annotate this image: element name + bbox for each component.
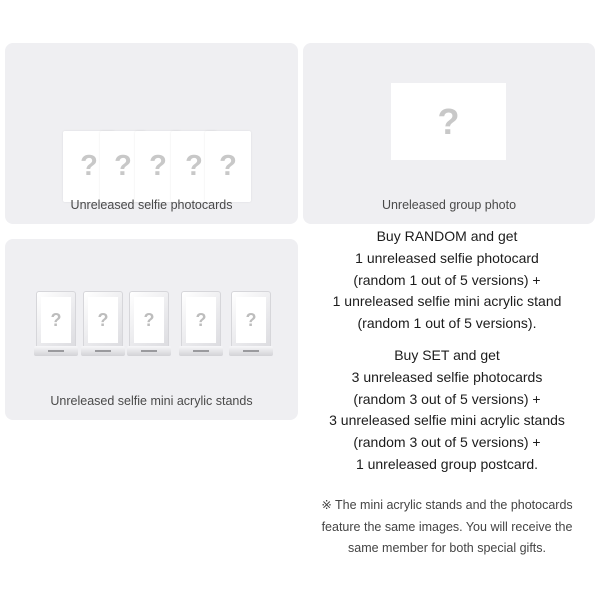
note-line: feature the same images. You will receive the [321,519,573,534]
acrylic-base [179,346,223,356]
random-offer-line: Buy RANDOM and get [376,228,518,244]
selfie-photocards-label: Unreleased selfie photocards [70,198,233,212]
question-mark-icon: ? [219,150,237,182]
set-offer-line: (random 3 out of 5 versions) + [353,434,541,451]
question-mark-icon: ? [149,150,167,182]
random-offer-line: 1 unreleased selfie photocard [355,249,539,266]
group-photo-placeholder [391,83,506,160]
acrylic-stands-card [5,239,298,420]
question-mark-icon: ? [245,310,257,330]
special-gift-note [300,495,594,560]
group-photo-label: Unreleased group photo [381,198,517,212]
acrylic-panel [83,291,123,349]
note-line: same member for both special gifts. [348,541,546,555]
acrylic-stand-4 [181,291,223,357]
set-offer-line: 1 unreleased group postcard. [355,455,539,472]
acrylic-panel [129,291,169,349]
question-mark-icon: ? [143,310,155,330]
acrylic-stand-5 [231,291,273,357]
acrylic-base [127,346,171,356]
set-offer-text [300,345,594,476]
set-offer-line: 3 unreleased selfie photocards [351,368,543,385]
acrylic-stand-1 [36,291,78,357]
acrylic-panel [231,291,271,349]
question-mark-icon: ? [50,310,62,330]
group-photo-card [303,43,595,224]
acrylic-panel [181,291,221,349]
set-offer-line: Buy SET and get [394,347,500,363]
set-offer-line: 3 unreleased selfie mini acrylic stands [329,412,565,429]
acrylic-base [229,346,273,356]
acrylic-stands-label: Unreleased selfie mini acrylic stands [50,394,253,408]
random-offer-line: 1 unreleased selfie mini acrylic stand [332,293,562,310]
random-offer-text [300,226,594,335]
note-line: ※ The mini acrylic stands and the photocards [321,498,573,512]
set-offer-line: (random 3 out of 5 versions) + [353,390,541,407]
question-mark-icon: ? [97,310,109,330]
acrylic-stand-3 [129,291,171,357]
acrylic-panel [36,291,76,349]
photocard-5 [205,131,251,202]
acrylic-base [34,346,78,356]
acrylic-stand-2 [83,291,125,357]
random-offer-line: (random 1 out of 5 versions) + [353,271,541,288]
acrylic-base [81,346,125,356]
selfie-photocards-card [5,43,298,224]
question-mark-icon: ? [195,310,207,330]
question-mark-icon: ? [185,150,203,182]
question-mark-icon: ? [114,150,132,182]
question-mark-icon: ? [80,150,98,182]
random-offer-line: (random 1 out of 5 versions). [357,315,537,332]
question-mark-icon: ? [437,100,460,142]
